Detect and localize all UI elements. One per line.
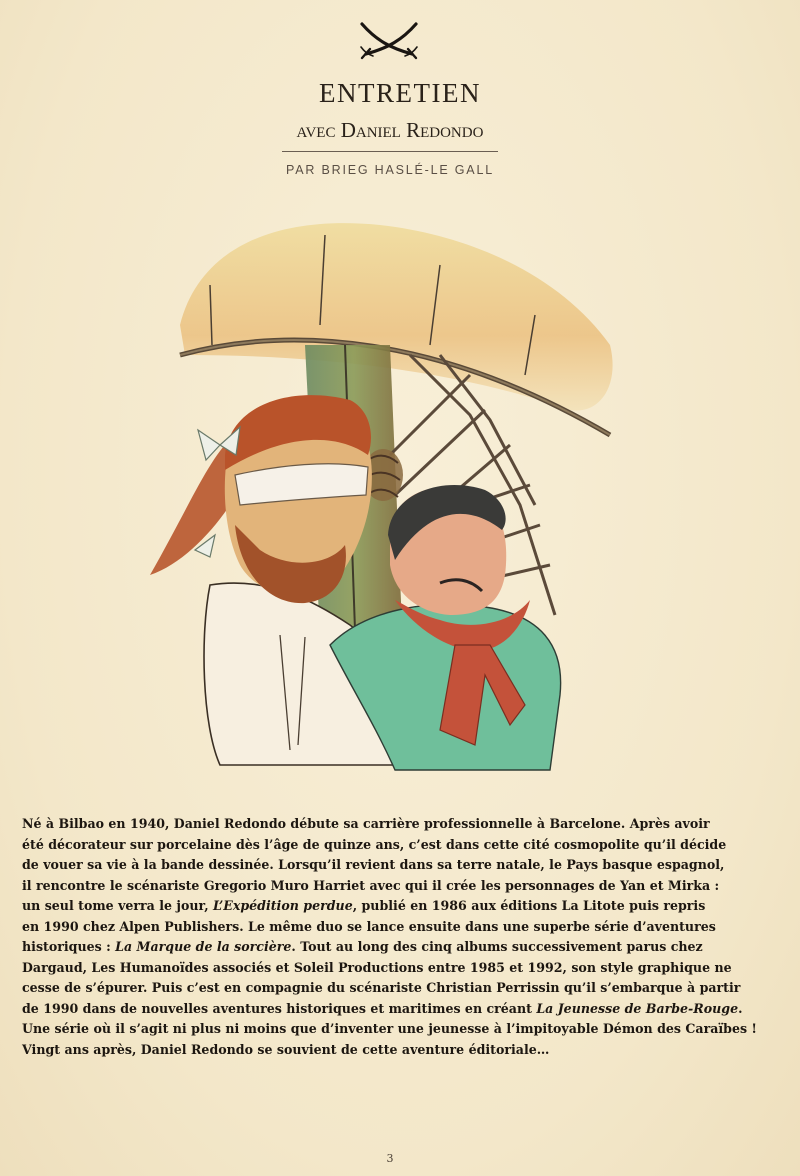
title-divider <box>282 151 498 152</box>
intro-line: il rencontre le scénariste Gregorio Muro Harriet avec qui il crée les personnages de Yan et Mirka : <box>22 877 720 893</box>
intro-line: de 1990 dans de nouvelles aventures historiques et maritimes en créant La Jeunesse de Barbe-Rouge. <box>22 1000 743 1016</box>
article-title: ENTRETIEN <box>319 78 481 108</box>
author-byline: PAR BRIEG HASLÉ-LE GALL <box>286 163 494 177</box>
article-subtitle: avec Daniel Redondo <box>296 118 484 142</box>
intro-line: en 1990 chez Alpen Publishers. Le même duo se lance ensuite dans une superbe série d’aventures <box>22 918 716 934</box>
intro-line: Né à Bilbao en 1940, Daniel Redondo débute sa carrière professionnelle à Barcelone. Après avoir <box>22 816 710 831</box>
intro-line: été décorateur sur porcelaine dès l’âge de quinze ans, c’est dans cette cité cosmopolite qu’il décide <box>22 836 727 852</box>
book-title: La Jeunesse de Barbe-Rouge <box>536 1000 739 1016</box>
intro-line: un seul tome verra le jour, L’Expédition perdue, publié en 1986 aux éditions La Litote puis repris <box>22 898 706 913</box>
book-title: La Marque de la sorcière <box>115 939 292 954</box>
intro-line: Dargaud, Les Humanoïdes associés et Soleil Productions entre 1985 et 1992, son style graphique ne <box>22 959 732 975</box>
two-pirates-watercolor-illustration <box>140 205 640 775</box>
intro-line: de vouer sa vie à la bande dessinée. Lorsqu’il revient dans sa terre natale, le Pays basque espagnol, <box>22 857 725 872</box>
intro-line: Une série où il s’agit ni plus ni moins que d’inventer une jeunesse à l’impitoyable Démon des Caraïbes ! <box>22 1021 757 1036</box>
intro-line: historiques : La Marque de la sorcière. Tout au long des cinq albums successivement parus chez <box>22 939 703 954</box>
book-title: L’Expédition perdue <box>213 898 353 913</box>
crossed-sabres-icon <box>356 18 422 62</box>
intro-paragraph <box>22 814 784 1060</box>
intro-line: cesse de s’épurer. Puis c’est en compagnie du scénariste Christian Perrissin qu’il s’embarque à partir <box>22 980 741 995</box>
intro-line: Vingt ans après, Daniel Redondo se souvient de cette aventure éditoriale… <box>22 1041 550 1057</box>
page-number: 3 <box>386 1152 394 1165</box>
